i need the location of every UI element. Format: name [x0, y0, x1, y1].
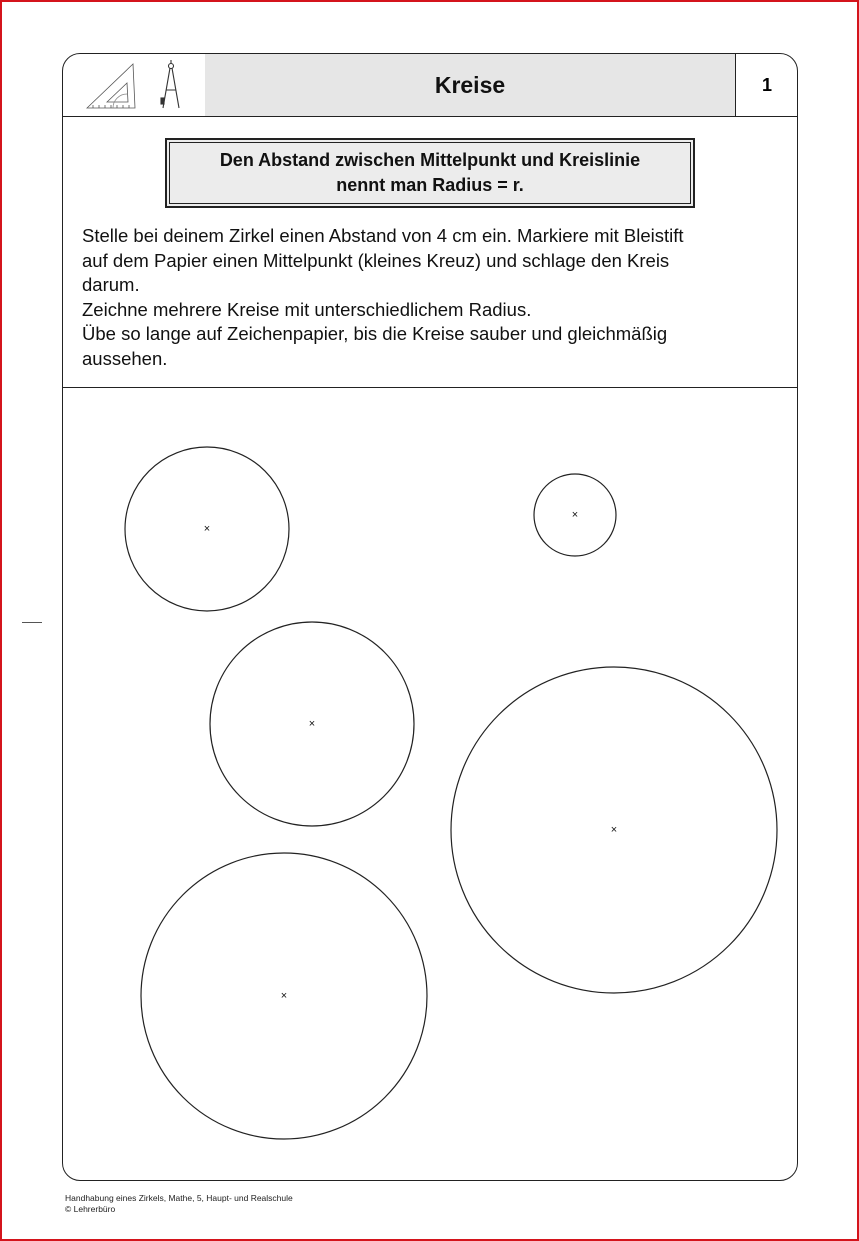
page-number: 1: [761, 74, 772, 95]
instruction-line: auf dem Papier einen Mittelpunkt (kleines Kreuz) und schlage den Kreis: [82, 249, 670, 271]
footer-source: Handhabung eines Zirkels, Mathe, 5, Haupt- und Realschule: [65, 1193, 293, 1203]
center-mark: ×: [571, 509, 579, 521]
center-mark: ×: [280, 990, 288, 1002]
page-title: Kreise: [434, 71, 506, 98]
definition-line-1: Den Abstand zwischen Mittelpunkt und Kreislinie: [219, 150, 641, 170]
center-mark: ×: [308, 718, 316, 730]
center-mark: ×: [203, 523, 211, 535]
footer-copyright: © Lehrerbüro: [65, 1204, 116, 1214]
footer: [65, 1193, 293, 1215]
instruction-line: Übe so lange auf Zeichenpapier, bis die Kreise sauber und gleichmäßig: [82, 323, 668, 344]
instruction-line: darum.: [82, 274, 140, 295]
instruction-line: aussehen.: [82, 347, 168, 369]
definition-line-2: nennt man Radius = r.: [336, 175, 524, 195]
instruction-line: Stelle bei deinem Zirkel einen Abstand von 4 cm ein. Markiere mit Bleistift: [82, 225, 684, 246]
center-mark: ×: [610, 824, 618, 836]
instruction-line: Zeichne mehrere Kreise mit unterschiedlichem Radius.: [82, 298, 532, 320]
